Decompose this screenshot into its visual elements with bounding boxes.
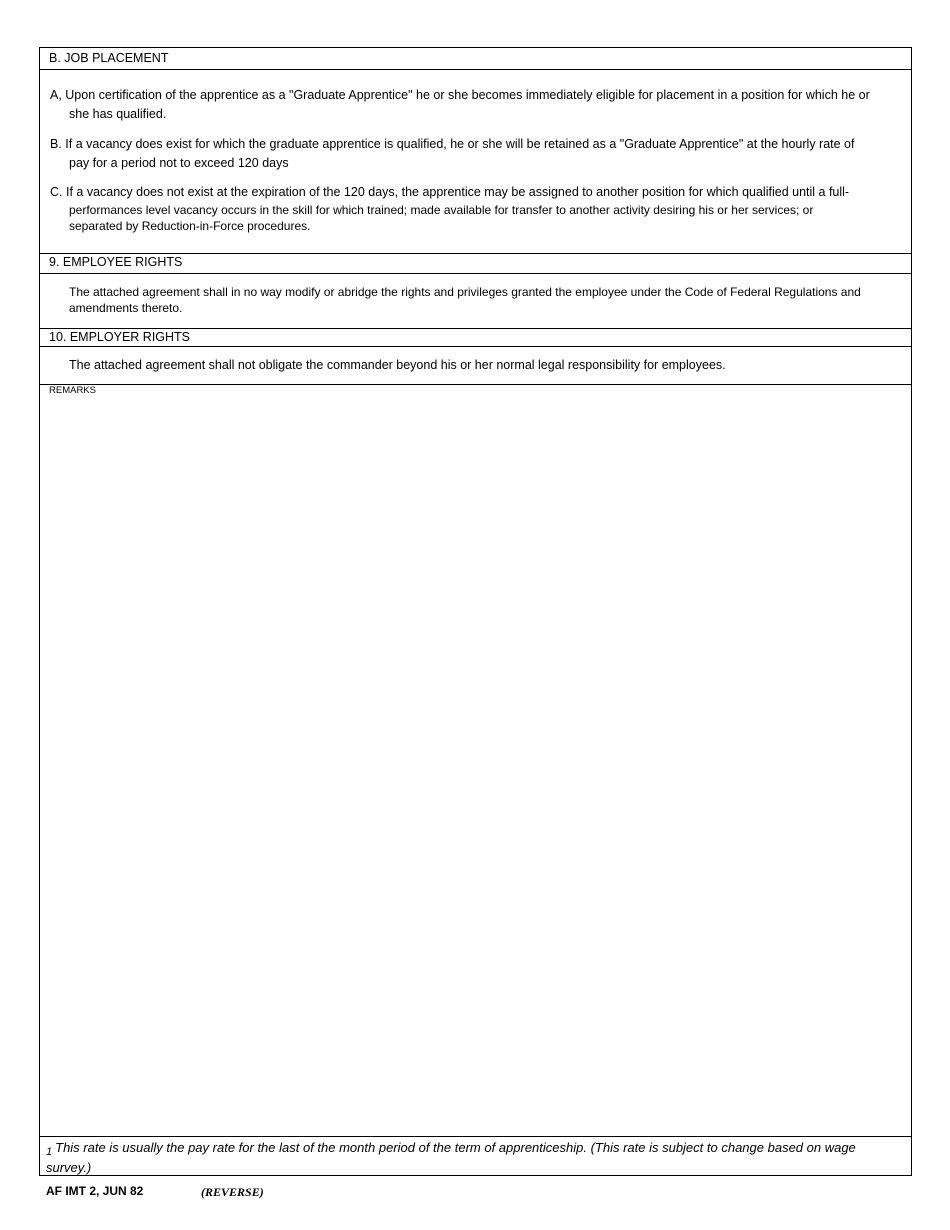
job-placement-item-b xyxy=(50,135,890,173)
form-identifier: AF IMT 2, JUN 82 xyxy=(46,1184,144,1198)
item-b-line-2: pay for a period not to exceed 120 days xyxy=(69,156,289,170)
divider xyxy=(40,346,911,347)
item-c-line-2: performances level vacancy occurs in the skill for which trained; made available for transfer to another activity desiring his or her services; or xyxy=(69,203,814,217)
job-placement-header: B. JOB PLACEMENT xyxy=(49,51,169,65)
employer-rights-text: The attached agreement shall not obligate the commander beyond his or her normal legal responsibility for employees. xyxy=(69,358,726,372)
job-placement-item-c xyxy=(50,183,890,234)
employer-rights-header: 10. EMPLOYER RIGHTS xyxy=(49,330,191,344)
job-placement-item-a xyxy=(50,86,890,124)
item-c-line-3: separated by Reduction-in-Force procedures. xyxy=(69,219,311,233)
footnote-text: This rate is usually the pay rate for the last of the month period of the term of apprenticeship. (This rate is subject to change based on wage survey.) xyxy=(46,1140,856,1175)
divider xyxy=(40,328,911,329)
employee-rights-line-1: The attached agreement shall in no way modify or abridge the rights and privileges granted the employee under the Code of Federal Regulations and xyxy=(69,285,861,299)
form-page xyxy=(39,47,912,1176)
footnote xyxy=(46,1140,896,1176)
divider xyxy=(40,253,911,254)
remarks-label: REMARKS xyxy=(49,385,96,396)
item-a-line-1: A, Upon certification of the apprentice as a "Graduate Apprentice" he or she becomes immediately eligible for placement in a position for which he or xyxy=(50,88,870,102)
item-b-line-1: B. If a vacancy does exist for which the graduate apprentice is qualified, he or she will be retained as a "Graduate Apprentice" at the hourly rate of xyxy=(50,137,855,151)
divider xyxy=(40,1136,911,1137)
divider xyxy=(40,69,911,70)
page-side-label: (REVERSE) xyxy=(201,1185,264,1199)
employee-rights-text xyxy=(69,284,869,316)
footnote-marker: 1 xyxy=(46,1146,53,1158)
employee-rights-header: 9. EMPLOYEE RIGHTS xyxy=(49,255,183,269)
item-c-line-1: C. If a vacancy does not exist at the expiration of the 120 days, the apprentice may be assigned to another position for which qualified until a full- xyxy=(50,185,850,199)
employee-rights-line-2: amendments thereto. xyxy=(69,301,183,315)
remarks-field[interactable] xyxy=(40,398,911,1133)
item-a-line-2: she has qualified. xyxy=(69,107,167,121)
divider xyxy=(40,384,911,385)
divider xyxy=(40,273,911,274)
